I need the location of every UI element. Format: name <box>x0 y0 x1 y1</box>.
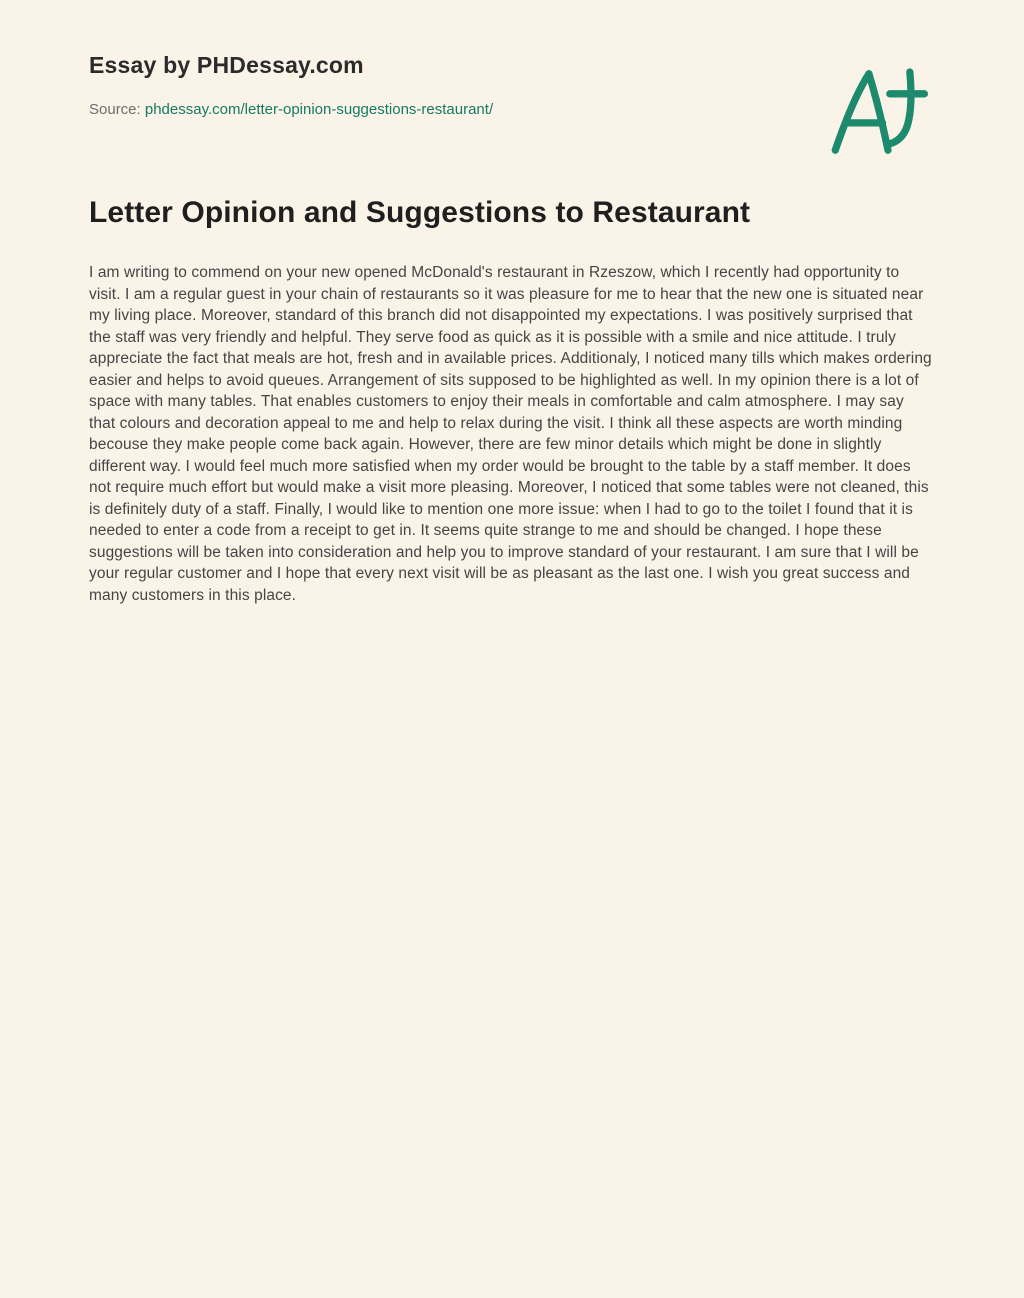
source-line <box>89 101 932 118</box>
page-title: Essay by PHDessay.com <box>89 52 364 78</box>
source-url-link[interactable]: phdessay.com/letter-opinion-suggestions-restaurant/ <box>144 101 494 118</box>
article-title: Letter Opinion and Suggestions to Restaurant <box>89 196 751 229</box>
article-body: I am writing to commend on your new opened McDonald's restaurant in Rzeszow, which I recently had opportunity to visit. I am a regular guest in your chain of restaurants so it was pleasure for me to hear that the new one is situated near my living place. Moreover, standard of this branch did not disappointed my expectations. I was positively surprised that the staff was very friendly and helpful. They serve food as quick as it is possible with a smile and nice attitude. I truly appreciate the fact that meals are hot, fresh and in available prices. Additionaly, I noticed many tills which makes ordering easier and helps to avoid queues. Arrangement of sits supposed to be highlighted as well. In my opinion there is a lot of space with many tables. That enables customers to enjoy their meals in comfortable and calm atmosphere. I may say that colours and decoration appeal to me and help to relax during the visit. I think all these aspects are worth minding becouse they make people come back again. However, there are few minor details which might be done in slightly different way. I would feel much more satisfied when my order would be brought to the table by a staff member. It does not require much effort but would make a visit more pleasing. Moreover, I noticed that some tables were not cleaned, this is definitely duty of a staff. Finally, I would like to mention one more issue: when I had to go to the toilet I found that it is needed to enter a code from a receipt to get in. It seems quite strange to me and should be changed. I hope these suggestions will be taken into consideration and help you to improve standard of your restaurant. I am sure that I will be your regular customer and I hope that every next visit will be as pleasant as the last one. I wish you great success and many customers in this place. <box>89 264 932 604</box>
source-label: Source: <box>89 101 141 118</box>
phdessay-a-plus-logo-icon <box>828 62 928 162</box>
